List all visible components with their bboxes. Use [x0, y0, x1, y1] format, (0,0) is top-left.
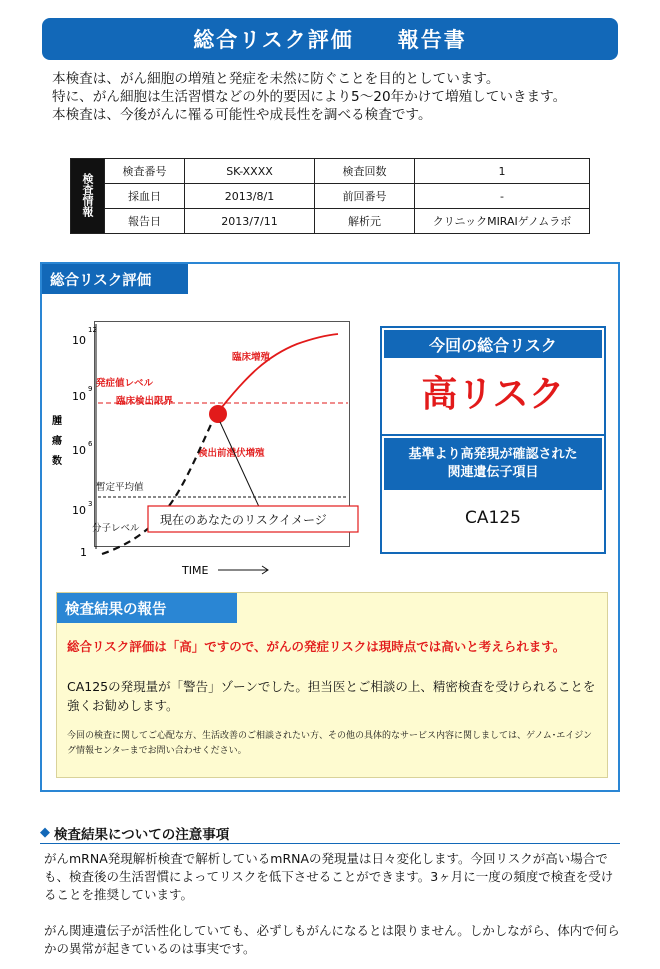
info-value: 1: [415, 159, 590, 184]
related-gene-heading: [384, 438, 602, 490]
info-value: 2013/7/11: [185, 209, 315, 234]
y-tick-label: 10: [72, 504, 86, 517]
related-gene-heading-line: 基準より高発現が確認された: [408, 447, 578, 462]
table-row: [71, 184, 590, 209]
y-axis-label-char-2: 瘍: [52, 436, 62, 447]
result-main-text: CA125の発現量が「警告」ゾーンでした。担当医とご相談の上、精密検査を受けられることを強くお勧めします。: [67, 679, 596, 713]
notes-paragraph: がん関連遺伝子が活性化していても、必ずしもがんになるとは限りません。しかしながら、体内で何らかの異常が起きているのは事実です。: [44, 923, 620, 956]
intro-text: [52, 70, 642, 124]
y-tick-exponent: 12: [88, 326, 97, 334]
risk-evaluation-tab: 総合リスク評価: [42, 264, 188, 294]
info-label: 検査回数: [315, 159, 415, 184]
latent-growth-label: 検出前潜伏増殖: [198, 448, 265, 459]
molecular-level-label: 分子レベル: [92, 523, 140, 534]
y-tick-exponent: 6: [88, 440, 93, 448]
diamond-icon: ◆: [40, 825, 50, 840]
y-tick-label: 10: [72, 334, 86, 347]
exam-info-table: [70, 158, 590, 234]
y-tick-exponent: 9: [88, 385, 93, 393]
notes-paragraph: がんmRNA発現解析検査で解析しているmRNAの発現量は日々変化します。今回リスクが高い場合でも、検査後の生活習慣によってリスクを低下させることができます。3ヶ月に一度の頻度で検査を受けることを推奨しています。: [44, 851, 614, 902]
result-contact-text: 今回の検査に関してご心配な方、生活改善のご相談されたい方、その他の具体的なサービス内容に関しましては、ゲノム･エイジング情報センターまでお問い合わせください。: [67, 731, 593, 756]
y-tick-label: 10: [72, 444, 86, 457]
intro-line: 本検査は、がん細胞の増殖と発症を未然に防ぐことを目的としています。: [52, 71, 500, 87]
y-tick-label: 1: [80, 546, 87, 559]
report-title-main: 総合リスク評価: [193, 28, 354, 52]
clinical-growth-label: 臨床増殖: [232, 352, 271, 363]
info-label: 採血日: [105, 184, 185, 209]
table-row: [71, 209, 590, 234]
result-report-tab: 検査結果の報告: [57, 593, 237, 623]
overall-risk-level: 高リスク: [421, 374, 565, 415]
onset-level-label: 発症値レベル: [96, 378, 154, 389]
clinical-growth-curve: [222, 334, 338, 407]
result-report-panel: [56, 592, 608, 778]
risk-evaluation-panel: [40, 262, 620, 792]
intro-line: 本検査は、今後がんに罹る可能性や成長性を調べる検査です。: [52, 107, 432, 123]
y-axis-label-char-1: 腫: [52, 416, 62, 427]
report-title-bar: [42, 18, 618, 60]
info-label: 検査番号: [105, 159, 185, 184]
intro-line: 特に、がん細胞は生活習慣などの外的要因により5～20年かけて増殖していきます。: [52, 89, 567, 105]
current-risk-marker: [209, 405, 227, 423]
overall-risk-heading: 今回の総合リスク: [384, 330, 602, 358]
info-label: 解析元: [315, 209, 415, 234]
overall-risk-card: [380, 326, 606, 436]
info-label: 報告日: [105, 209, 185, 234]
result-summary-text: 総合リスク評価は「高」ですので、がんの発症リスクは現時点では高いと考えられます。: [67, 639, 566, 654]
side-char: 検査情報: [81, 172, 94, 217]
table-row: [71, 159, 590, 184]
clinical-limit-label: 臨床検出限界: [116, 396, 174, 407]
y-tick-label: 10: [72, 390, 86, 403]
marker-pointer-line: [220, 422, 260, 509]
report-title-sub: 報告書: [397, 28, 467, 52]
info-value: -: [415, 184, 590, 209]
x-axis-label: TIME: [182, 564, 209, 577]
info-value: SK-XXXX: [185, 159, 315, 184]
notes-body: [44, 850, 624, 969]
exam-info-side-label: [71, 159, 105, 234]
notes-heading-text: 検査結果についての注意事項: [54, 826, 230, 843]
info-value: 2013/8/1: [185, 184, 315, 209]
average-label: 暫定平均値: [96, 482, 144, 493]
y-tick-exponent: 3: [88, 500, 93, 508]
info-label: 前回番号: [315, 184, 415, 209]
related-gene-card: [380, 434, 606, 554]
notes-heading: [40, 822, 620, 844]
current-marker-label: 現在のあなたのリスクイメージ: [160, 513, 327, 527]
info-value: クリニックMIRAIゲノムラボ: [415, 209, 590, 234]
related-gene-value: CA125: [465, 508, 521, 528]
related-gene-heading-line: 関連遺伝子項目: [447, 465, 539, 480]
y-axis-label-char-3: 数: [52, 456, 62, 467]
